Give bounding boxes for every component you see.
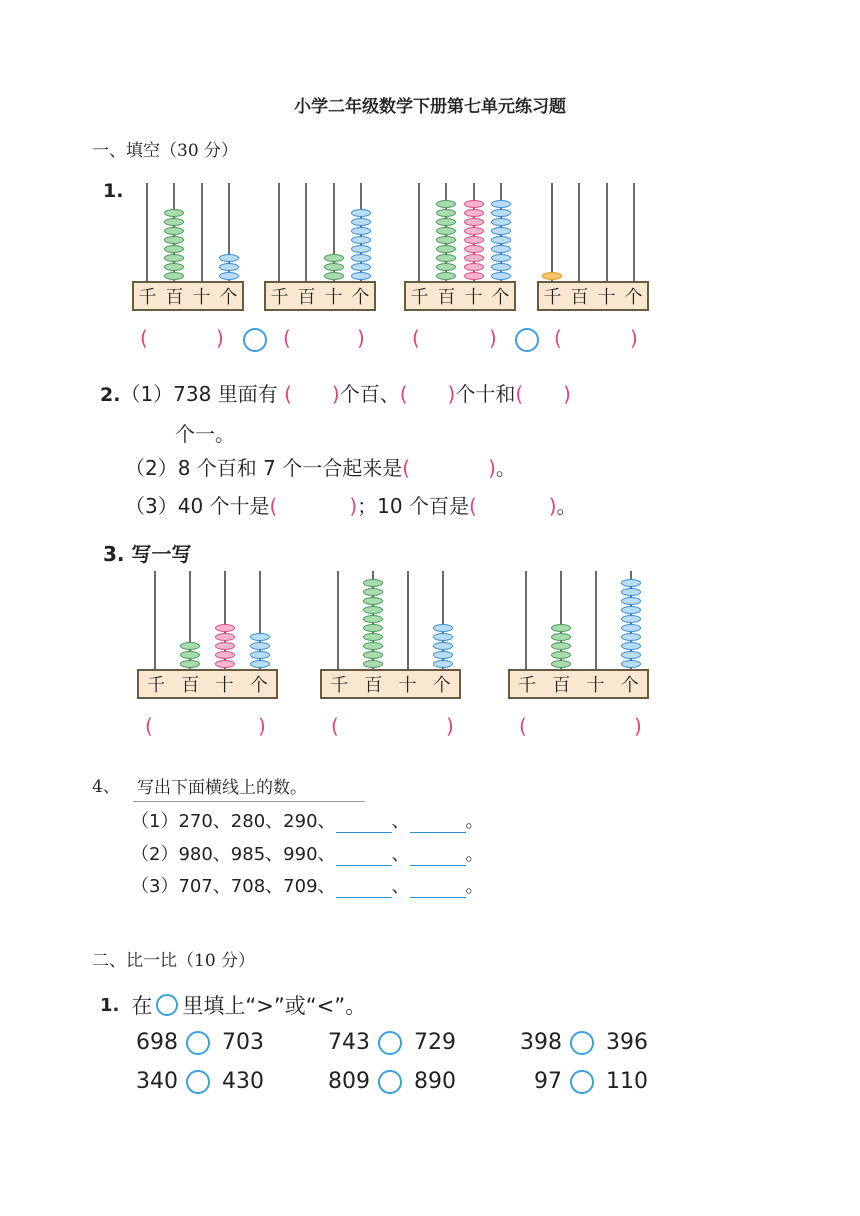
q1-abacus-2-bead bbox=[351, 254, 371, 262]
q2-line1 bbox=[100, 378, 571, 407]
q3-abacus-3-bead bbox=[621, 597, 641, 605]
q1-abacus-3-place-label: 千 bbox=[410, 287, 429, 308]
q2-p1-blank1-close: ) bbox=[331, 382, 340, 406]
q1-answer1-paren-right: ) bbox=[216, 326, 224, 350]
q1-abacus-4-rod-十 bbox=[606, 183, 608, 281]
q3-answer3-paren-left: ( bbox=[519, 714, 527, 738]
q2-line3 bbox=[125, 490, 577, 519]
q2-p3-blank2-open: ( bbox=[468, 494, 477, 518]
q3-answer3-paren-right: ) bbox=[634, 714, 642, 738]
q1-abacus-2-place-label: 千 bbox=[270, 287, 289, 308]
q3-abacus-1-place-label: 百 bbox=[181, 675, 200, 696]
q1-abacus-1-bead bbox=[164, 227, 184, 235]
q3-abacus-2-bead bbox=[363, 606, 383, 614]
q2-p2-text-a: （2）8 个百和 7 个一合起来是 bbox=[125, 456, 403, 480]
q3-abacus-3-place-label: 千 bbox=[518, 675, 537, 696]
q1-abacus-3-place-label: 十 bbox=[464, 287, 483, 308]
q3-abacus-3-bead bbox=[551, 660, 571, 668]
q1-abacus-3-bead bbox=[491, 272, 511, 280]
q4-row2-sep: 、 bbox=[391, 844, 410, 865]
q1-abacus-3-bead bbox=[464, 227, 484, 235]
q3-abacus-2-bead bbox=[433, 660, 453, 668]
q1-abacus-3-frame bbox=[404, 281, 516, 311]
compare-answer-circle[interactable] bbox=[570, 1031, 594, 1055]
q3-abacus-1-frame bbox=[137, 669, 278, 699]
q1-abacus-3-bead bbox=[464, 263, 484, 271]
q4-row1-blank2[interactable] bbox=[410, 814, 466, 833]
q4-row3-blank2[interactable] bbox=[410, 879, 466, 898]
q3-abacus-3-place-label: 个 bbox=[620, 675, 639, 696]
q3-abacus-2-rod-十 bbox=[407, 571, 409, 669]
q1-abacus-3-place-label: 个 bbox=[491, 287, 510, 308]
q1-abacus-2-place-label: 百 bbox=[297, 287, 316, 308]
q3-abacus-1-bead bbox=[180, 660, 200, 668]
q1-number: 1. bbox=[103, 180, 124, 202]
compare-answer-circle[interactable] bbox=[186, 1070, 210, 1094]
q4-row3-end: 。 bbox=[465, 876, 484, 897]
q1-abacus-3-bead bbox=[436, 227, 456, 235]
q1-abacus-3-bead bbox=[491, 263, 511, 271]
q2-p3-blank2-close: ) bbox=[548, 494, 557, 518]
q2-p2-blank-open: ( bbox=[402, 456, 411, 480]
q3-abacus-3-bead bbox=[621, 606, 641, 614]
q3-abacus-1-bead bbox=[180, 642, 200, 650]
q3-abacus-3-bead bbox=[551, 624, 571, 632]
compare-item bbox=[514, 1069, 648, 1094]
q3-abacus-3-place-label: 十 bbox=[586, 675, 605, 696]
q1-abacus-1-bead bbox=[219, 272, 239, 280]
compare-left-number: 698 bbox=[136, 1030, 178, 1055]
s2-q1-instruction-b: 里填上“>”或“<”。 bbox=[182, 994, 367, 1018]
q1-abacus-4-place-label: 千 bbox=[543, 287, 562, 308]
q2-p3-text-a: （3）40 个十是 bbox=[125, 494, 270, 518]
q3-abacus-2-place-label: 十 bbox=[398, 675, 417, 696]
q2-p1-text-d: 个一。 bbox=[175, 422, 235, 446]
q3-abacus-2-bead bbox=[363, 579, 383, 587]
q4-row1-blank1[interactable] bbox=[336, 814, 392, 833]
q2-p1-text-b: 个百、 bbox=[339, 382, 400, 406]
q1-abacus-1-bead bbox=[164, 236, 184, 244]
q3-answer2-paren-right: ) bbox=[446, 714, 454, 738]
compare-right-number: 890 bbox=[414, 1069, 456, 1094]
q1-abacus-1-place-label: 百 bbox=[165, 287, 184, 308]
q1-abacus-1-rod-十 bbox=[201, 183, 203, 281]
compare-right-number: 110 bbox=[606, 1069, 648, 1094]
q3-abacus-1-bead bbox=[250, 651, 270, 659]
q4-row3-label: （3）707、708、709、 bbox=[131, 876, 336, 897]
q1-answer4-paren-left: ( bbox=[554, 326, 562, 350]
q3-abacus-3-frame bbox=[508, 669, 649, 699]
q1-abacus-2-bead bbox=[351, 236, 371, 244]
q3-abacus-2-bead bbox=[363, 624, 383, 632]
q3-abacus-1-bead bbox=[215, 651, 235, 659]
q1-abacus-1-place-label: 千 bbox=[138, 287, 157, 308]
compare-answer-circle[interactable] bbox=[570, 1070, 594, 1094]
q1-abacus-2-bead bbox=[351, 263, 371, 271]
q1-abacus-3-bead bbox=[436, 245, 456, 253]
q1-answer1-paren-left: ( bbox=[140, 326, 148, 350]
q3-abacus-3-bead bbox=[621, 588, 641, 596]
q1-abacus-3-bead bbox=[436, 200, 456, 208]
compare-item bbox=[130, 1069, 264, 1094]
q1-abacus-1-bead bbox=[164, 245, 184, 253]
q3-abacus-3-bead bbox=[621, 642, 641, 650]
q3-abacus-3-bead bbox=[621, 651, 641, 659]
q1-abacus-3-bead bbox=[491, 227, 511, 235]
compare-right-number: 703 bbox=[222, 1030, 264, 1055]
section1-heading: 一、填空（30 分） bbox=[92, 141, 239, 161]
q1-abacus-1-place-label: 个 bbox=[219, 287, 238, 308]
compare-left-number: 743 bbox=[328, 1030, 370, 1055]
q3-abacus-2-bead bbox=[433, 642, 453, 650]
q1-abacus-3-bead bbox=[436, 236, 456, 244]
compare-answer-circle[interactable] bbox=[378, 1070, 402, 1094]
q1-abacus-1-bead bbox=[164, 263, 184, 271]
compare-circle-icon bbox=[156, 994, 178, 1016]
q3-abacus-1-bead bbox=[215, 660, 235, 668]
q1-abacus-2-bead bbox=[324, 263, 344, 271]
q1-abacus-1-place-label: 十 bbox=[192, 287, 211, 308]
q4-divider bbox=[133, 801, 365, 802]
q1-abacus-2-place-label: 十 bbox=[324, 287, 343, 308]
q1-abacus-2-frame bbox=[264, 281, 376, 311]
q3-label: 3. 写一写 bbox=[103, 542, 192, 566]
q1-abacus-3-bead bbox=[491, 200, 511, 208]
q3-abacus-2-bead bbox=[363, 660, 383, 668]
q4-row2-blank2[interactable] bbox=[410, 847, 466, 866]
q1-abacus-3-bead bbox=[491, 236, 511, 244]
compare-left-number: 809 bbox=[328, 1069, 370, 1094]
q1-abacus-3-bead bbox=[491, 209, 511, 217]
q3-abacus-2-bead bbox=[433, 633, 453, 641]
q3-abacus-2-bead bbox=[363, 651, 383, 659]
q1-abacus-3-bead bbox=[491, 245, 511, 253]
q3-abacus-3-bead bbox=[621, 660, 641, 668]
q4-row1-end: 。 bbox=[465, 811, 484, 832]
q1-abacus-2-bead bbox=[324, 272, 344, 280]
q2-p3-blank1-open: ( bbox=[269, 494, 278, 518]
q3-abacus-1-bead bbox=[250, 633, 270, 641]
compare-right-number: 396 bbox=[606, 1030, 648, 1055]
q4-row1-label: （1）270、280、290、 bbox=[131, 811, 336, 832]
q4-number: 4、 bbox=[92, 777, 120, 797]
page-title: 小学二年级数学下册第七单元练习题 bbox=[294, 97, 566, 117]
q1-abacus-2-bead bbox=[351, 272, 371, 280]
q1-abacus-2-bead bbox=[351, 218, 371, 226]
q1-abacus-2-rod-千 bbox=[278, 183, 280, 281]
q1-abacus-4-rod-千 bbox=[551, 183, 553, 281]
q3-abacus-2-place-label: 千 bbox=[330, 675, 349, 696]
q1-abacus-3-bead bbox=[464, 218, 484, 226]
q3-answer1-paren-left: ( bbox=[145, 714, 153, 738]
q1-compare-circle-1[interactable] bbox=[243, 328, 267, 352]
q3-abacus-1-bead bbox=[215, 642, 235, 650]
compare-right-number: 729 bbox=[414, 1030, 456, 1055]
q3-abacus-3-place-label: 百 bbox=[552, 675, 571, 696]
q2-p1-blank3-open: ( bbox=[515, 382, 524, 406]
q1-abacus-2-bead bbox=[351, 245, 371, 253]
q3-abacus-1-bead bbox=[180, 651, 200, 659]
q2-p3-blank1-close: ) bbox=[349, 494, 358, 518]
q1-answer2-paren-right: ) bbox=[357, 326, 365, 350]
q3-abacus-1-rod-千 bbox=[154, 571, 156, 669]
q1-abacus-1-bead bbox=[164, 254, 184, 262]
q1-abacus-3-bead bbox=[464, 236, 484, 244]
compare-answer-circle[interactable] bbox=[378, 1031, 402, 1055]
q1-abacus-3-place-label: 百 bbox=[437, 287, 456, 308]
q3-abacus-2-bead bbox=[363, 588, 383, 596]
q3-abacus-3-bead bbox=[621, 579, 641, 587]
q2-p1-blank3-close: ) bbox=[563, 382, 571, 406]
q2-p1-text-a: （1）738 里面有 bbox=[120, 382, 278, 406]
q4-instruction bbox=[137, 773, 365, 802]
q3-abacus-3-bead bbox=[551, 633, 571, 641]
compare-item bbox=[322, 1069, 456, 1094]
section2-heading: 二、比一比（10 分） bbox=[92, 951, 256, 971]
q1-abacus-4-bead bbox=[542, 272, 562, 280]
q1-abacus-4-frame bbox=[537, 281, 649, 311]
q1-abacus-3-bead bbox=[491, 218, 511, 226]
q1-abacus-2-bead bbox=[351, 227, 371, 235]
q1-abacus-3-bead bbox=[436, 272, 456, 280]
q1-abacus-3-bead bbox=[464, 245, 484, 253]
q4-row3-sep: 、 bbox=[391, 876, 410, 897]
q1-abacus-1-rod-千 bbox=[146, 183, 148, 281]
q4-row-3 bbox=[131, 872, 484, 898]
q1-answer2-paren-left: ( bbox=[283, 326, 291, 350]
q3-abacus-2-frame bbox=[320, 669, 461, 699]
q3-abacus-3-bead bbox=[551, 651, 571, 659]
q1-abacus-3-bead bbox=[464, 209, 484, 217]
q1-abacus-2-bead bbox=[351, 209, 371, 217]
q3-abacus-2-bead bbox=[433, 624, 453, 632]
q2-p2-text-b: 。 bbox=[495, 456, 516, 480]
q1-abacus-3-bead bbox=[464, 200, 484, 208]
q2-p3-text-c: 。 bbox=[556, 494, 577, 518]
q3-abacus-3-rod-千 bbox=[525, 571, 527, 669]
q1-answer3-paren-right: ) bbox=[489, 326, 497, 350]
q1-abacus-1-frame bbox=[132, 281, 244, 311]
q2-p1-blank2-open: ( bbox=[399, 382, 408, 406]
q1-abacus-1-bead bbox=[219, 263, 239, 271]
compare-item bbox=[130, 1030, 264, 1055]
q1-abacus-3-bead bbox=[436, 209, 456, 217]
q3-abacus-1-bead bbox=[215, 633, 235, 641]
q1-abacus-4-place-label: 十 bbox=[597, 287, 616, 308]
q3-answer2-paren-left: ( bbox=[331, 714, 339, 738]
q1-compare-circle-2[interactable] bbox=[515, 328, 539, 352]
q1-abacus-3-bead bbox=[464, 272, 484, 280]
q4-row2-blank1[interactable] bbox=[336, 847, 392, 866]
q4-row2-end: 。 bbox=[465, 844, 484, 865]
q2-p1-text-c: 个十和 bbox=[455, 382, 516, 406]
compare-right-number: 430 bbox=[222, 1069, 264, 1094]
q2-line2 bbox=[125, 452, 516, 481]
q1-abacus-3-bead bbox=[436, 263, 456, 271]
q3-abacus-1-place-label: 千 bbox=[147, 675, 166, 696]
q2-p1-blank1-open: ( bbox=[284, 382, 292, 406]
q1-abacus-3-bead bbox=[436, 254, 456, 262]
q1-abacus-2-rod-百 bbox=[305, 183, 307, 281]
q2-p1-blank2-close: ) bbox=[447, 382, 456, 406]
q1-abacus-3-bead bbox=[491, 254, 511, 262]
q3-abacus-3-rod-十 bbox=[595, 571, 597, 669]
q4-instruction-text: 写出下面横线上的数。 bbox=[137, 778, 307, 798]
q3-abacus-2-rod-千 bbox=[337, 571, 339, 669]
q4-row1-sep: 、 bbox=[391, 811, 410, 832]
q3-abacus-2-place-label: 个 bbox=[432, 675, 451, 696]
q1-abacus-1-bead bbox=[164, 218, 184, 226]
q1-abacus-4-rod-百 bbox=[578, 183, 580, 281]
q3-abacus-3-bead bbox=[621, 615, 641, 623]
q2-p2-blank-close: ) bbox=[488, 456, 496, 480]
q1-answer3-paren-left: ( bbox=[412, 326, 420, 350]
q4-row3-blank1[interactable] bbox=[336, 879, 392, 898]
q1-abacus-2-bead bbox=[324, 254, 344, 262]
q1-abacus-2-place-label: 个 bbox=[351, 287, 370, 308]
q1-abacus-1-bead bbox=[219, 254, 239, 262]
q3-abacus-1-bead bbox=[250, 642, 270, 650]
q4-row-1 bbox=[131, 807, 484, 833]
q3-abacus-2-bead bbox=[363, 642, 383, 650]
compare-item bbox=[322, 1030, 456, 1055]
q3-abacus-2-bead bbox=[433, 651, 453, 659]
compare-left-number: 398 bbox=[520, 1030, 562, 1055]
compare-left-number: 97 bbox=[534, 1069, 562, 1094]
q1-abacus-4-place-label: 百 bbox=[570, 287, 589, 308]
q3-abacus-3-bead bbox=[621, 633, 641, 641]
q3-abacus-2-place-label: 百 bbox=[364, 675, 383, 696]
q2-number: 2. bbox=[100, 384, 121, 406]
s2-q1-instruction-a: 在 bbox=[131, 994, 153, 1018]
q3-abacus-1-bead bbox=[250, 660, 270, 668]
q1-answer4-paren-right: ) bbox=[630, 326, 638, 350]
q3-abacus-1-place-label: 个 bbox=[249, 675, 268, 696]
q3-abacus-2-bead bbox=[363, 615, 383, 623]
q1-abacus-3-bead bbox=[436, 218, 456, 226]
s2-q1-number: 1. bbox=[100, 994, 120, 1016]
q1-abacus-3-bead bbox=[464, 254, 484, 262]
q3-abacus-3-bead bbox=[551, 642, 571, 650]
q1-abacus-3-rod-千 bbox=[418, 183, 420, 281]
q3-abacus-2-bead bbox=[363, 633, 383, 641]
s2-q1-instruction bbox=[100, 990, 366, 1020]
q3-abacus-2-bead bbox=[363, 597, 383, 605]
q1-abacus-1-bead bbox=[164, 209, 184, 217]
compare-answer-circle[interactable] bbox=[186, 1031, 210, 1055]
q2-p3-text-b: ；10 个百是 bbox=[357, 494, 469, 518]
q3-abacus-1-bead bbox=[215, 624, 235, 632]
q3-abacus-1-place-label: 十 bbox=[215, 675, 234, 696]
q3-answer1-paren-right: ) bbox=[258, 714, 266, 738]
q3-abacus-3-bead bbox=[621, 624, 641, 632]
q4-row-2 bbox=[131, 840, 484, 866]
q1-abacus-4-rod-个 bbox=[633, 183, 635, 281]
compare-item bbox=[514, 1030, 648, 1055]
q1-abacus-4-place-label: 个 bbox=[624, 287, 643, 308]
q1-abacus-1-bead bbox=[164, 272, 184, 280]
compare-left-number: 340 bbox=[136, 1069, 178, 1094]
q4-row2-label: （2）980、985、990、 bbox=[131, 844, 336, 865]
